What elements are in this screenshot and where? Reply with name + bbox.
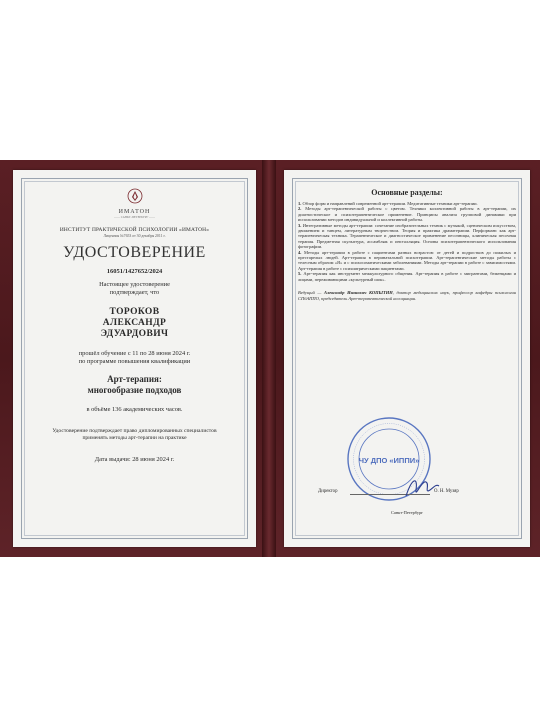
- surname: ТОРОКОВ: [109, 307, 160, 317]
- imaton-logo-icon: [127, 188, 143, 204]
- signer-title: Директор: [318, 489, 338, 494]
- training-period: прошёл обучение с 11 по 28 июня 2024 г.: [78, 350, 191, 357]
- section-item: 1. Обзор форм и направлений современной арт-терапии. Медитативные техники арт-терапии.: [298, 201, 478, 206]
- section-item: 5. Арт-терапия как инструмент межкультурного общения. Арт-терапия в работе с мигрантами, беженцами и лицами, переживающими «культурный шок».: [298, 271, 516, 282]
- brand-name: ИМАТОН: [118, 209, 151, 215]
- sections-heading: Основные разделы:: [371, 188, 443, 197]
- brand-city: —— САНКТ-ПЕТЕРБУРГ ——: [114, 215, 155, 219]
- certificate-back-page: [284, 170, 530, 547]
- issue-date: Дата выдачи: 28 июня 2024 г.: [94, 456, 175, 463]
- confirm-line-2: подтверждает, что: [109, 289, 160, 296]
- rights-line-1: Удостоверение подтверждает право дипломированных специалистов: [52, 428, 217, 434]
- institute-name: ИНСТИТУТ ПРАКТИЧЕСКОЙ ПСИХОЛОГИИ «ИМАТОН»: [59, 227, 210, 233]
- lead-instructor: Ведущий — Александр Иванович КОПЫТИН, доктор медицинских наук, профессор кафедры психологии СПбАППО, председатель Арт-терапевтической ассоциации.: [298, 290, 517, 301]
- course-title-1: Арт-терапия:: [107, 374, 162, 384]
- city-line: Санкт-Петербург: [390, 510, 424, 515]
- signer-name: О. Н. Музяр: [434, 489, 459, 494]
- document-title: УДОСТОВЕРЕНИЕ: [63, 244, 206, 261]
- confirm-line-1: Настоящее удостоверение: [99, 281, 170, 288]
- training-program: по программе повышения квалификации: [78, 358, 191, 365]
- section-item: 2. Методы арт-терапевтической работы с цветом. Техники коллективной работы в арт-терапии, их диагностическое и психотерапевтическое применение. Принципы анализа групповой динамики при использовании методов индивидуальной и коллективной работы.: [298, 206, 517, 223]
- handwritten-signature: [402, 472, 442, 502]
- stamp-text: ЧУ ДПО «ИППИ»: [358, 456, 420, 465]
- license-line: Лицензия №7653 от 30 декабря 2011 г.: [103, 234, 166, 238]
- section-item: 4. Методы арт-терапии в работе с пациентами разных возрастов: от детей и подростков до пожилых и престарелых людей. Арт-терапия в перинатальной психотерапии. Арт-терапевтические методы работы с телесным образом «Я» и с психосоматическими заболеваниями. Методы арт-терапии в работе с зависимостями. Арт-терапия в работе с психиатрическими пациентами.: [298, 249, 516, 271]
- folder-spine: [262, 160, 276, 557]
- certificate-front-page: [13, 170, 256, 547]
- course-hours: в объёме 136 академических часов.: [86, 406, 183, 413]
- section-item: 3. Интегративные методы арт-терапии: сочетание изобразительных техник с музыкой, сценическим искусством, движением и танцем, литературным творчеством. Теория и практика драматерапии. Перформанс как арт-терапевтическая техника. Терапевтическое и диагностическое применение песочницы, клиническая песочная терапия. Предметная скульптура, ассамбляж и инсталляция. Основы психотерапевтического использования фотографии.: [298, 222, 516, 250]
- sections-list: [298, 201, 516, 282]
- first-name: АЛЕКСАНДР: [102, 318, 167, 328]
- course-title-2: многообразие подходов: [87, 385, 182, 395]
- patronymic: ЭДУАРДОВИЧ: [100, 329, 169, 339]
- rights-line-2: применять методы арт-терапии на практике: [82, 435, 187, 441]
- document-number: 16051/1427652/2024: [106, 268, 163, 275]
